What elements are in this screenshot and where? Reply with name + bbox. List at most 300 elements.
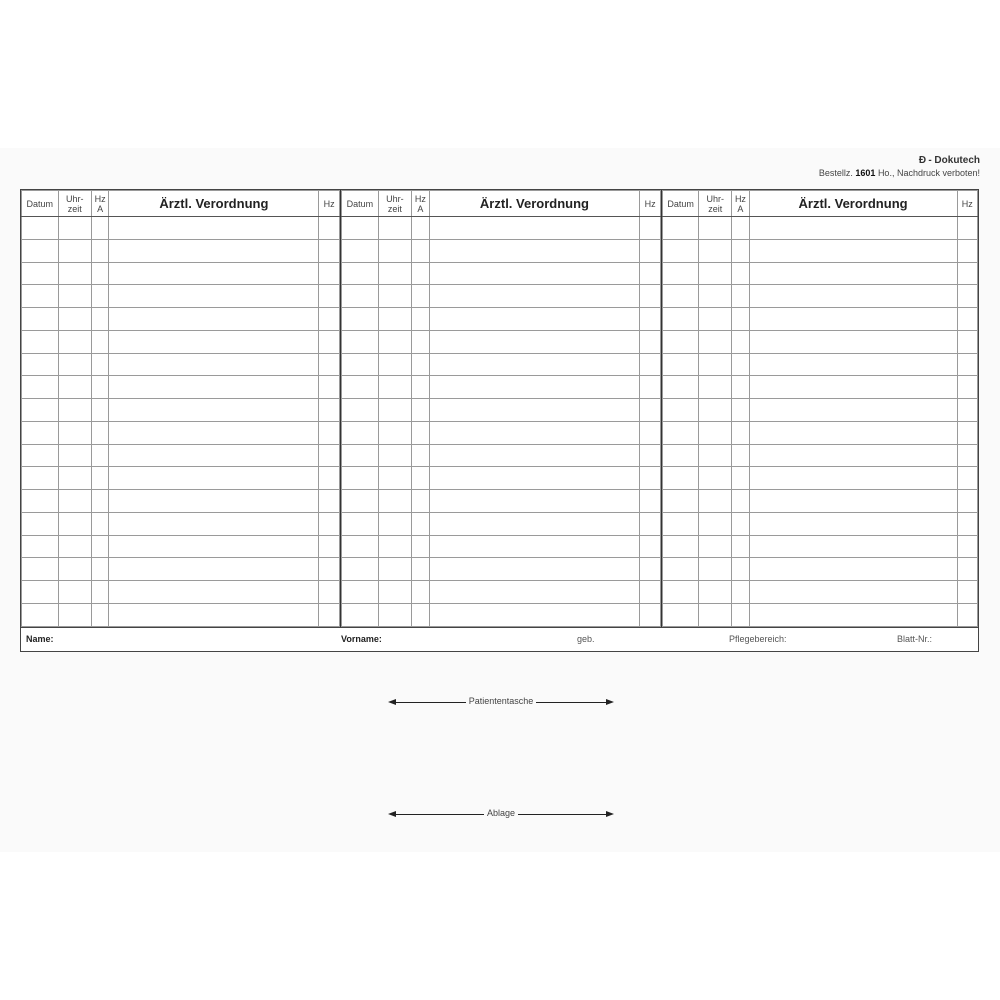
entry-cell[interactable] <box>699 467 732 490</box>
entry-cell[interactable] <box>378 512 411 535</box>
entry-cell[interactable] <box>342 444 379 467</box>
entry-cell[interactable] <box>957 262 978 285</box>
entry-cell[interactable] <box>109 239 319 262</box>
entry-cell[interactable] <box>663 399 699 422</box>
entry-cell[interactable] <box>109 262 319 285</box>
entry-cell[interactable] <box>109 444 319 467</box>
entry-cell[interactable] <box>319 308 340 331</box>
entry-cell[interactable] <box>749 399 957 422</box>
entry-cell[interactable] <box>109 376 319 399</box>
entry-cell[interactable] <box>429 353 640 376</box>
entry-cell[interactable] <box>699 512 732 535</box>
entry-cell[interactable] <box>699 490 732 513</box>
entry-cell[interactable] <box>91 353 108 376</box>
entry-cell[interactable] <box>663 421 699 444</box>
order-prefix: Bestellz. <box>818 168 853 178</box>
entry-cell[interactable] <box>412 217 430 240</box>
entry-cell[interactable] <box>58 239 91 262</box>
entry-cell[interactable] <box>957 308 978 331</box>
entry-cell[interactable] <box>91 330 108 353</box>
entry-cell[interactable] <box>412 330 430 353</box>
entry-cell[interactable] <box>319 330 340 353</box>
entry-cell[interactable] <box>749 262 957 285</box>
entry-cell[interactable] <box>412 581 430 604</box>
entry-cell[interactable] <box>699 399 732 422</box>
entry-cell[interactable] <box>957 604 978 627</box>
col-datum-text: Datum <box>26 198 54 209</box>
table-row <box>22 490 340 513</box>
entry-cell[interactable] <box>412 376 430 399</box>
entry-cell[interactable] <box>957 512 978 535</box>
table-row <box>22 581 340 604</box>
entry-cell[interactable] <box>749 444 957 467</box>
entry-cell[interactable] <box>58 262 91 285</box>
entry-cell[interactable] <box>91 217 108 240</box>
col-hz-a-text: Hz <box>414 193 426 204</box>
col-datum <box>22 191 59 217</box>
entry-cell[interactable] <box>732 581 749 604</box>
entry-cell[interactable] <box>640 444 661 467</box>
entry-cell[interactable] <box>640 308 661 331</box>
table-row <box>663 399 978 422</box>
entry-cell[interactable] <box>319 490 340 513</box>
entry-cell[interactable] <box>319 535 340 558</box>
entry-cell[interactable] <box>749 558 957 581</box>
entry-cell[interactable] <box>412 239 430 262</box>
entry-cell[interactable] <box>663 558 699 581</box>
entry-cell[interactable] <box>109 330 319 353</box>
entry-cell[interactable] <box>91 535 108 558</box>
entry-cell[interactable] <box>663 512 699 535</box>
entry-cell[interactable] <box>342 239 379 262</box>
entry-cell[interactable] <box>378 558 411 581</box>
entry-cell[interactable] <box>732 399 749 422</box>
entry-cell[interactable] <box>732 467 749 490</box>
entry-cell[interactable] <box>109 512 319 535</box>
entry-cell[interactable] <box>58 581 91 604</box>
entry-cell[interactable] <box>91 444 108 467</box>
entry-cell[interactable] <box>957 353 978 376</box>
entry-cell[interactable] <box>732 330 749 353</box>
entry-cell[interactable] <box>319 376 340 399</box>
entry-cell[interactable] <box>58 217 91 240</box>
entry-cell[interactable] <box>109 285 319 308</box>
entry-cell[interactable] <box>91 376 108 399</box>
entry-cell[interactable] <box>22 558 59 581</box>
entry-cell[interactable] <box>699 604 732 627</box>
table-row <box>663 421 978 444</box>
entry-cell[interactable] <box>342 421 379 444</box>
entry-cell[interactable] <box>732 262 749 285</box>
entry-cell[interactable] <box>699 421 732 444</box>
entry-cell[interactable] <box>640 399 661 422</box>
entry-cell[interactable] <box>749 217 957 240</box>
entry-cell[interactable] <box>412 262 430 285</box>
entry-cell[interactable] <box>640 581 661 604</box>
entry-cell[interactable] <box>58 444 91 467</box>
entry-cell[interactable] <box>109 535 319 558</box>
entry-cell[interactable] <box>957 285 978 308</box>
entry-cell[interactable] <box>732 535 749 558</box>
order-table <box>341 190 661 627</box>
entry-cell[interactable] <box>319 604 340 627</box>
blatt-label: Blatt-Nr.: <box>897 634 933 644</box>
table-row <box>663 535 978 558</box>
entry-cell[interactable] <box>957 558 978 581</box>
entry-cell[interactable] <box>319 262 340 285</box>
table-row <box>663 467 978 490</box>
entry-cell[interactable] <box>319 399 340 422</box>
entry-cell[interactable] <box>412 558 430 581</box>
entry-cell[interactable] <box>319 217 340 240</box>
col-verordnung-text: Ärztl. Verordnung <box>479 195 589 211</box>
entry-cell[interactable] <box>412 353 430 376</box>
entry-cell[interactable] <box>58 604 91 627</box>
entry-cell[interactable] <box>749 330 957 353</box>
entry-cell[interactable] <box>109 421 319 444</box>
entry-cell[interactable] <box>342 330 379 353</box>
entry-cell[interactable] <box>412 535 430 558</box>
entry-cell[interactable] <box>412 308 430 331</box>
entry-cell[interactable] <box>22 285 59 308</box>
entry-cell[interactable] <box>58 558 91 581</box>
entry-cell[interactable] <box>342 535 379 558</box>
entry-cell[interactable] <box>749 421 957 444</box>
entry-cell[interactable] <box>412 444 430 467</box>
entry-cell[interactable] <box>91 308 108 331</box>
entry-cell[interactable] <box>663 353 699 376</box>
entry-cell[interactable] <box>91 490 108 513</box>
entry-cell[interactable] <box>22 217 59 240</box>
entry-cell[interactable] <box>91 239 108 262</box>
entry-cell[interactable] <box>22 512 59 535</box>
entry-cell[interactable] <box>378 353 411 376</box>
entry-cell[interactable] <box>699 308 732 331</box>
entry-cell[interactable] <box>342 467 379 490</box>
entry-cell[interactable] <box>58 376 91 399</box>
entry-cell[interactable] <box>749 581 957 604</box>
entry-cell[interactable] <box>429 558 640 581</box>
entry-cell[interactable] <box>378 421 411 444</box>
table-row <box>342 558 661 581</box>
entry-cell[interactable] <box>58 535 91 558</box>
entry-cell[interactable] <box>22 353 59 376</box>
entry-cell[interactable] <box>342 558 379 581</box>
entry-cell[interactable] <box>957 490 978 513</box>
entry-cell[interactable] <box>732 217 749 240</box>
table-row <box>22 353 340 376</box>
entry-cell[interactable] <box>429 376 640 399</box>
entry-cell[interactable] <box>319 285 340 308</box>
table-row <box>22 217 340 240</box>
entry-cell[interactable] <box>22 308 59 331</box>
table-row <box>663 262 978 285</box>
entry-cell[interactable] <box>749 353 957 376</box>
entry-cell[interactable] <box>412 421 430 444</box>
entry-cell[interactable] <box>412 467 430 490</box>
entry-cell[interactable] <box>22 262 59 285</box>
entry-cell[interactable] <box>378 444 411 467</box>
entry-cell[interactable] <box>22 467 59 490</box>
entry-cell[interactable] <box>429 444 640 467</box>
entry-cell[interactable] <box>749 239 957 262</box>
entry-cell[interactable] <box>749 535 957 558</box>
entry-cell[interactable] <box>699 535 732 558</box>
table-row <box>22 467 340 490</box>
entry-cell[interactable] <box>319 353 340 376</box>
entry-cell[interactable] <box>640 217 661 240</box>
entry-cell[interactable] <box>378 399 411 422</box>
entry-cell[interactable] <box>732 421 749 444</box>
table-row <box>342 217 661 240</box>
entry-cell[interactable] <box>319 581 340 604</box>
entry-cell[interactable] <box>91 399 108 422</box>
entry-cell[interactable] <box>663 467 699 490</box>
entry-cell[interactable] <box>957 399 978 422</box>
entry-cell[interactable] <box>699 581 732 604</box>
entry-cell[interactable] <box>58 467 91 490</box>
entry-cell[interactable] <box>91 467 108 490</box>
col-hz-a <box>412 191 430 217</box>
entry-cell[interactable] <box>58 353 91 376</box>
entry-cell[interactable] <box>109 490 319 513</box>
entry-cell[interactable] <box>342 581 379 604</box>
entry-cell[interactable] <box>957 239 978 262</box>
entry-cell[interactable] <box>342 262 379 285</box>
entry-cell[interactable] <box>957 330 978 353</box>
entry-cell[interactable] <box>663 444 699 467</box>
entry-cell[interactable] <box>732 490 749 513</box>
entry-cell[interactable] <box>378 262 411 285</box>
entry-cell[interactable] <box>699 262 732 285</box>
entry-cell[interactable] <box>319 558 340 581</box>
ablage-label: Ablage <box>484 808 518 818</box>
entry-cell[interactable] <box>109 467 319 490</box>
entry-cell[interactable] <box>732 444 749 467</box>
entry-cell[interactable] <box>109 217 319 240</box>
entry-cell[interactable] <box>109 308 319 331</box>
entry-cell[interactable] <box>378 308 411 331</box>
entry-cell[interactable] <box>732 604 749 627</box>
entry-cell[interactable] <box>957 467 978 490</box>
entry-cell[interactable] <box>663 604 699 627</box>
entry-cell[interactable] <box>640 558 661 581</box>
entry-cell[interactable] <box>58 399 91 422</box>
entry-cell[interactable] <box>22 535 59 558</box>
table-row <box>663 353 978 376</box>
entry-cell[interactable] <box>22 239 59 262</box>
entry-cell[interactable] <box>58 308 91 331</box>
entry-cell[interactable] <box>663 330 699 353</box>
entry-cell[interactable] <box>749 604 957 627</box>
entry-cell[interactable] <box>640 535 661 558</box>
entry-cell[interactable] <box>342 490 379 513</box>
entry-cell[interactable] <box>663 490 699 513</box>
entry-cell[interactable] <box>412 604 430 627</box>
entry-cell[interactable] <box>640 239 661 262</box>
entry-cell[interactable] <box>429 490 640 513</box>
entry-cell[interactable] <box>22 330 59 353</box>
entry-cell[interactable] <box>640 262 661 285</box>
entry-cell[interactable] <box>732 376 749 399</box>
entry-cell[interactable] <box>342 308 379 331</box>
entry-cell[interactable] <box>640 376 661 399</box>
entry-cell[interactable] <box>378 239 411 262</box>
entry-cell[interactable] <box>109 399 319 422</box>
entry-cell[interactable] <box>749 490 957 513</box>
entry-cell[interactable] <box>699 353 732 376</box>
entry-cell[interactable] <box>749 308 957 331</box>
entry-cell[interactable] <box>429 581 640 604</box>
entry-cell[interactable] <box>342 285 379 308</box>
entry-cell[interactable] <box>957 535 978 558</box>
entry-cell[interactable] <box>699 376 732 399</box>
entry-cell[interactable] <box>957 581 978 604</box>
entry-cell[interactable] <box>663 262 699 285</box>
entry-cell[interactable] <box>429 262 640 285</box>
entry-cell[interactable] <box>663 376 699 399</box>
entry-cell[interactable] <box>91 262 108 285</box>
entry-cell[interactable] <box>640 285 661 308</box>
entry-cell[interactable] <box>640 490 661 513</box>
entry-cell[interactable] <box>699 285 732 308</box>
col-hz-a <box>91 191 108 217</box>
entry-cell[interactable] <box>429 239 640 262</box>
entry-cell[interactable] <box>663 217 699 240</box>
entry-cell[interactable] <box>429 399 640 422</box>
entry-cell[interactable] <box>412 399 430 422</box>
entry-cell[interactable] <box>91 512 108 535</box>
entry-cell[interactable] <box>378 581 411 604</box>
entry-cell[interactable] <box>319 467 340 490</box>
entry-cell[interactable] <box>957 376 978 399</box>
entry-cell[interactable] <box>319 444 340 467</box>
entry-cell[interactable] <box>732 558 749 581</box>
entry-cell[interactable] <box>699 239 732 262</box>
entry-cell[interactable] <box>378 285 411 308</box>
entry-cell[interactable] <box>663 581 699 604</box>
entry-cell[interactable] <box>22 444 59 467</box>
entry-cell[interactable] <box>699 217 732 240</box>
entry-cell[interactable] <box>319 421 340 444</box>
entry-cell[interactable] <box>429 421 640 444</box>
entry-cell[interactable] <box>22 399 59 422</box>
entry-cell[interactable] <box>91 581 108 604</box>
entry-cell[interactable] <box>699 330 732 353</box>
entry-cell[interactable] <box>342 353 379 376</box>
entry-cell[interactable] <box>378 535 411 558</box>
entry-cell[interactable] <box>412 285 430 308</box>
entry-cell[interactable] <box>429 330 640 353</box>
entry-cell[interactable] <box>699 444 732 467</box>
entry-cell[interactable] <box>732 353 749 376</box>
entry-cell[interactable] <box>91 285 108 308</box>
table-row <box>342 330 661 353</box>
entry-cell[interactable] <box>429 604 640 627</box>
entry-cell[interactable] <box>378 490 411 513</box>
entry-cell[interactable] <box>91 558 108 581</box>
entry-cell[interactable] <box>58 421 91 444</box>
entry-cell[interactable] <box>378 467 411 490</box>
entry-cell[interactable] <box>319 239 340 262</box>
entry-cell[interactable] <box>663 285 699 308</box>
entry-cell[interactable] <box>319 512 340 535</box>
entry-cell[interactable] <box>378 604 411 627</box>
entry-cell[interactable] <box>732 308 749 331</box>
entry-cell[interactable] <box>109 353 319 376</box>
entry-cell[interactable] <box>378 376 411 399</box>
entry-cell[interactable] <box>58 285 91 308</box>
entry-cell[interactable] <box>429 217 640 240</box>
entry-cell[interactable] <box>22 490 59 513</box>
table-row <box>663 330 978 353</box>
entry-cell[interactable] <box>732 239 749 262</box>
entry-cell[interactable] <box>429 512 640 535</box>
entry-cell[interactable] <box>412 490 430 513</box>
entry-cell[interactable] <box>699 558 732 581</box>
entry-cell[interactable] <box>640 421 661 444</box>
entry-cell[interactable] <box>91 604 108 627</box>
entry-cell[interactable] <box>58 490 91 513</box>
entry-cell[interactable] <box>663 535 699 558</box>
entry-cell[interactable] <box>640 330 661 353</box>
entry-cell[interactable] <box>342 399 379 422</box>
entry-cell[interactable] <box>663 239 699 262</box>
entry-cell[interactable] <box>429 535 640 558</box>
entry-cell[interactable] <box>378 217 411 240</box>
col-datum-text: Datum <box>346 198 374 209</box>
entry-cell[interactable] <box>342 376 379 399</box>
col-hz-text: Hz <box>323 198 335 209</box>
entry-cell[interactable] <box>749 467 957 490</box>
entry-cell[interactable] <box>58 330 91 353</box>
entry-cell[interactable] <box>640 512 661 535</box>
entry-cell[interactable] <box>342 604 379 627</box>
entry-cell[interactable] <box>342 512 379 535</box>
entry-cell[interactable] <box>22 581 59 604</box>
entry-cell[interactable] <box>429 285 640 308</box>
entry-cell[interactable] <box>342 217 379 240</box>
entry-cell[interactable] <box>429 467 640 490</box>
entry-cell[interactable] <box>732 512 749 535</box>
entry-cell[interactable] <box>91 421 108 444</box>
entry-cell[interactable] <box>22 604 59 627</box>
entry-cell[interactable] <box>957 217 978 240</box>
entry-cell[interactable] <box>749 376 957 399</box>
col-hz-text: Hz <box>644 198 656 209</box>
entry-cell[interactable] <box>58 512 91 535</box>
entry-cell[interactable] <box>640 467 661 490</box>
entry-cell[interactable] <box>957 444 978 467</box>
entry-cell[interactable] <box>22 421 59 444</box>
entry-cell[interactable] <box>429 308 640 331</box>
entry-cell[interactable] <box>378 330 411 353</box>
table-row <box>342 262 661 285</box>
entry-cell[interactable] <box>109 604 319 627</box>
entry-cell[interactable] <box>109 558 319 581</box>
entry-cell[interactable] <box>640 604 661 627</box>
entry-cell[interactable] <box>749 285 957 308</box>
entry-cell[interactable] <box>640 353 661 376</box>
entry-cell[interactable] <box>22 376 59 399</box>
entry-cell[interactable] <box>957 421 978 444</box>
entry-cell[interactable] <box>749 512 957 535</box>
entry-cell[interactable] <box>732 285 749 308</box>
table-row <box>22 444 340 467</box>
entry-cell[interactable] <box>663 308 699 331</box>
entry-cell[interactable] <box>109 581 319 604</box>
entry-cell[interactable] <box>412 512 430 535</box>
